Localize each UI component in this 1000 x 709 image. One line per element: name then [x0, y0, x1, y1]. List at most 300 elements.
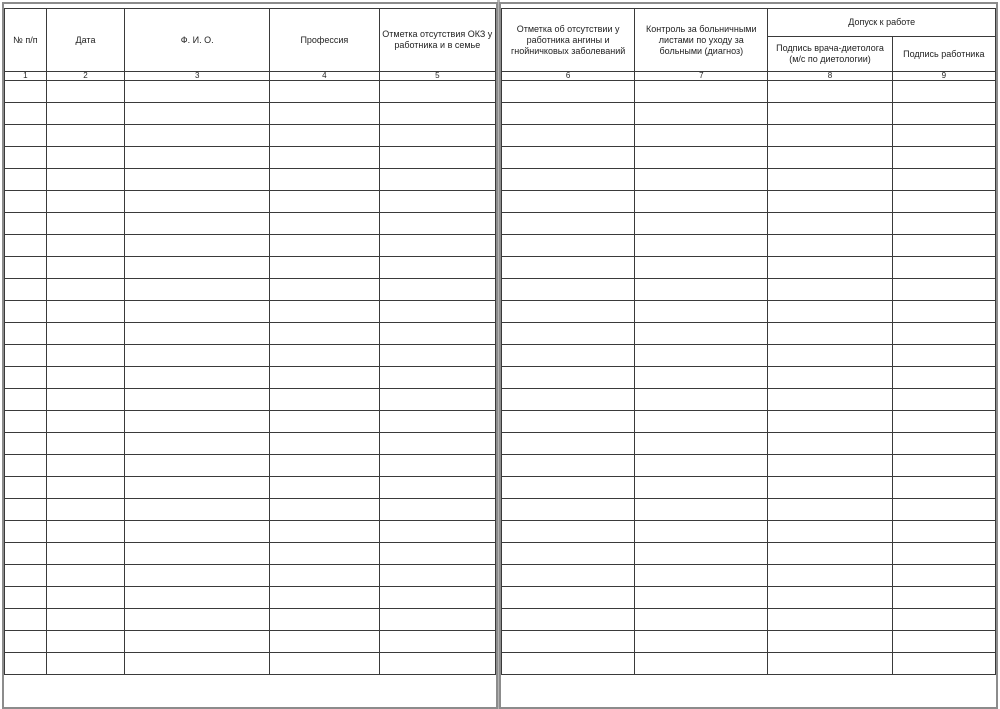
- right-table-row: [502, 147, 996, 169]
- left-table-cell: [46, 147, 125, 169]
- column-number-7: 7: [635, 72, 768, 81]
- right-table-row: [502, 477, 996, 499]
- left-table-cell: [46, 609, 125, 631]
- left-table-row: [5, 367, 496, 389]
- right-table-cell: [502, 125, 635, 147]
- right-table-row: [502, 103, 996, 125]
- right-table-row: [502, 235, 996, 257]
- header-date: Дата: [46, 9, 125, 72]
- header-work-admission: Допуск к работе: [768, 9, 996, 37]
- right-table-cell: [768, 587, 892, 609]
- left-table-row: [5, 455, 496, 477]
- left-table-cell: [125, 499, 270, 521]
- column-number-3: 3: [125, 72, 270, 81]
- left-table-cell: [379, 213, 495, 235]
- right-table-cell: [892, 103, 995, 125]
- right-table-cell: [502, 257, 635, 279]
- right-table-cell: [635, 323, 768, 345]
- left-table-cell: [5, 367, 47, 389]
- left-table-cell: [125, 565, 270, 587]
- right-table-cell: [502, 609, 635, 631]
- right-table-cell: [502, 301, 635, 323]
- right-table-cell: [768, 147, 892, 169]
- column-number-4: 4: [270, 72, 379, 81]
- left-table-cell: [46, 213, 125, 235]
- left-table-cell: [379, 81, 495, 103]
- right-table-cell: [635, 345, 768, 367]
- right-table-cell: [635, 411, 768, 433]
- left-table-cell: [125, 345, 270, 367]
- left-table-cell: [46, 587, 125, 609]
- left-table-cell: [5, 323, 47, 345]
- right-table-row: [502, 169, 996, 191]
- right-table-cell: [768, 411, 892, 433]
- right-table-cell: [892, 609, 995, 631]
- right-table-cell: [892, 81, 995, 103]
- left-table-cell: [5, 125, 47, 147]
- left-table-cell: [125, 323, 270, 345]
- left-table-cell: [379, 477, 495, 499]
- left-table-cell: [125, 147, 270, 169]
- left-table-cell: [270, 609, 379, 631]
- right-table-cell: [635, 653, 768, 675]
- right-table-cell: [768, 323, 892, 345]
- left-table-cell: [46, 345, 125, 367]
- left-table-cell: [270, 125, 379, 147]
- left-table-cell: [46, 631, 125, 653]
- left-table-row: [5, 169, 496, 191]
- left-table-cell: [270, 455, 379, 477]
- left-table-cell: [46, 191, 125, 213]
- right-table-cell: [768, 609, 892, 631]
- left-table-cell: [125, 191, 270, 213]
- left-table-cell: [379, 389, 495, 411]
- right-table-cell: [768, 301, 892, 323]
- right-table-cell: [502, 147, 635, 169]
- right-table-cell: [892, 213, 995, 235]
- right-table-cell: [892, 279, 995, 301]
- left-table-row: [5, 543, 496, 565]
- right-table-cell: [635, 521, 768, 543]
- right-table-cell: [502, 367, 635, 389]
- left-table-cell: [270, 323, 379, 345]
- left-table-cell: [5, 455, 47, 477]
- right-table-cell: [768, 213, 892, 235]
- left-table-cell: [379, 235, 495, 257]
- right-table-cell: [892, 543, 995, 565]
- left-table-cell: [46, 521, 125, 543]
- right-table-cell: [768, 499, 892, 521]
- right-table-row: [502, 389, 996, 411]
- left-table-cell: [125, 81, 270, 103]
- right-table-cell: [768, 125, 892, 147]
- column-number-2: 2: [46, 72, 125, 81]
- left-table-cell: [125, 477, 270, 499]
- left-table-cell: [270, 389, 379, 411]
- left-table-cell: [125, 433, 270, 455]
- left-table-row: [5, 477, 496, 499]
- right-table-cell: [768, 345, 892, 367]
- left-table-cell: [379, 587, 495, 609]
- left-table-cell: [5, 411, 47, 433]
- column-number-5: 5: [379, 72, 495, 81]
- right-table-row: [502, 653, 996, 675]
- right-table-cell: [635, 367, 768, 389]
- right-table-cell: [502, 587, 635, 609]
- right-table-cell: [635, 257, 768, 279]
- left-table-row: [5, 411, 496, 433]
- right-table-row: [502, 609, 996, 631]
- left-table-cell: [125, 543, 270, 565]
- right-table-row: [502, 433, 996, 455]
- left-table-cell: [125, 455, 270, 477]
- right-table-cell: [768, 521, 892, 543]
- left-table-cell: [379, 433, 495, 455]
- right-table-cell: [502, 279, 635, 301]
- right-table-cell: [635, 565, 768, 587]
- left-table-cell: [270, 587, 379, 609]
- right-table-cell: [635, 169, 768, 191]
- left-table-cell: [270, 653, 379, 675]
- right-table-cell: [892, 367, 995, 389]
- left-table-cell: [125, 257, 270, 279]
- header-dietitian-signature: Подпись врача-диетолога (м/с по диетологии): [768, 37, 892, 72]
- left-table-cell: [125, 521, 270, 543]
- right-table-cell: [768, 191, 892, 213]
- left-table-cell: [270, 257, 379, 279]
- right-table-cell: [502, 411, 635, 433]
- left-table-cell: [125, 587, 270, 609]
- left-table-cell: [5, 235, 47, 257]
- right-table-row: [502, 345, 996, 367]
- left-table-cell: [46, 411, 125, 433]
- column-number-6: 6: [502, 72, 635, 81]
- right-table-cell: [635, 389, 768, 411]
- right-table-cell: [635, 235, 768, 257]
- left-table-cell: [5, 81, 47, 103]
- left-table-cell: [46, 279, 125, 301]
- left-table-row: [5, 587, 496, 609]
- left-table-cell: [379, 103, 495, 125]
- left-table-cell: [270, 411, 379, 433]
- left-table-cell: [5, 653, 47, 675]
- left-table-row: [5, 279, 496, 301]
- left-table-row: [5, 213, 496, 235]
- right-table-cell: [892, 433, 995, 455]
- left-table-cell: [5, 213, 47, 235]
- left-table-cell: [270, 631, 379, 653]
- left-table-cell: [46, 323, 125, 345]
- right-table-cell: [892, 345, 995, 367]
- left-table-cell: [46, 169, 125, 191]
- left-table-cell: [270, 543, 379, 565]
- right-table-cell: [502, 191, 635, 213]
- left-table-cell: [125, 631, 270, 653]
- left-table-cell: [5, 279, 47, 301]
- left-table-cell: [270, 367, 379, 389]
- left-table-cell: [46, 543, 125, 565]
- left-table-cell: [46, 499, 125, 521]
- left-table-cell: [379, 609, 495, 631]
- right-table-cell: [502, 345, 635, 367]
- right-table-cell: [892, 411, 995, 433]
- left-table-row: [5, 103, 496, 125]
- right-table-cell: [502, 499, 635, 521]
- left-table-row: [5, 631, 496, 653]
- right-table-cell: [768, 279, 892, 301]
- right-table-cell: [768, 631, 892, 653]
- left-table-cell: [379, 279, 495, 301]
- left-table-cell: [379, 191, 495, 213]
- left-table-row: [5, 609, 496, 631]
- left-table-cell: [270, 521, 379, 543]
- right-table-cell: [892, 257, 995, 279]
- right-table-cell: [502, 433, 635, 455]
- right-table-cell: [768, 389, 892, 411]
- left-table-cell: [5, 103, 47, 125]
- right-table-cell: [892, 631, 995, 653]
- right-table-cell: [892, 125, 995, 147]
- left-table-cell: [379, 345, 495, 367]
- right-table-cell: [635, 147, 768, 169]
- left-table-cell: [46, 125, 125, 147]
- header-worker-signature: Подпись работника: [892, 37, 995, 72]
- right-table-row: [502, 301, 996, 323]
- left-table-cell: [379, 125, 495, 147]
- left-table-cell: [270, 147, 379, 169]
- header-row-number: № п/п: [5, 9, 47, 72]
- left-table-row: [5, 521, 496, 543]
- left-table-cell: [270, 565, 379, 587]
- right-table-cell: [635, 631, 768, 653]
- column-number-8: 8: [768, 72, 892, 81]
- right-table-cell: [502, 653, 635, 675]
- left-table-cell: [46, 301, 125, 323]
- right-table-row: [502, 323, 996, 345]
- left-table-cell: [379, 631, 495, 653]
- left-table-cell: [270, 279, 379, 301]
- left-table-cell: [270, 499, 379, 521]
- right-table-cell: [502, 81, 635, 103]
- left-table-cell: [46, 103, 125, 125]
- right-table-row: [502, 631, 996, 653]
- left-table-cell: [379, 301, 495, 323]
- left-table-cell: [270, 191, 379, 213]
- left-table-cell: [5, 169, 47, 191]
- right-table-cell: [635, 499, 768, 521]
- left-table-cell: [379, 257, 495, 279]
- left-table-cell: [46, 389, 125, 411]
- right-table-cell: [502, 477, 635, 499]
- left-table-row: [5, 499, 496, 521]
- right-table-cell: [768, 367, 892, 389]
- left-table-cell: [125, 213, 270, 235]
- journal-right-page: [499, 2, 998, 709]
- left-table-row: [5, 81, 496, 103]
- left-table-cell: [46, 455, 125, 477]
- left-table-row: [5, 565, 496, 587]
- right-table-cell: [635, 213, 768, 235]
- right-table-cell: [768, 433, 892, 455]
- right-table-row: [502, 367, 996, 389]
- right-table-cell: [892, 455, 995, 477]
- left-table-row: [5, 345, 496, 367]
- right-table-cell: [635, 587, 768, 609]
- right-table-cell: [502, 631, 635, 653]
- left-table-cell: [125, 125, 270, 147]
- left-table-cell: [379, 653, 495, 675]
- right-table-row: [502, 587, 996, 609]
- right-table-row: [502, 521, 996, 543]
- right-table-cell: [892, 235, 995, 257]
- left-table-cell: [379, 323, 495, 345]
- header-full-name: Ф. И. О.: [125, 9, 270, 72]
- left-table-cell: [46, 257, 125, 279]
- left-table-cell: [5, 301, 47, 323]
- left-table-cell: [5, 631, 47, 653]
- left-table-cell: [46, 433, 125, 455]
- left-table-row: [5, 301, 496, 323]
- right-table-row: [502, 257, 996, 279]
- journal-left-page: [2, 2, 498, 709]
- right-table-cell: [635, 477, 768, 499]
- right-table-cell: [635, 433, 768, 455]
- right-table-cell: [768, 81, 892, 103]
- right-table-cell: [635, 543, 768, 565]
- right-table-row: [502, 455, 996, 477]
- header-profession: Профессия: [270, 9, 379, 72]
- left-table-cell: [125, 235, 270, 257]
- right-table-cell: [892, 301, 995, 323]
- right-table-cell: [502, 103, 635, 125]
- right-table-cell: [892, 499, 995, 521]
- left-table-cell: [379, 367, 495, 389]
- left-table-row: [5, 433, 496, 455]
- right-table-row: [502, 213, 996, 235]
- left-table-cell: [5, 587, 47, 609]
- right-table-row: [502, 411, 996, 433]
- right-table-cell: [892, 147, 995, 169]
- right-table-row: [502, 81, 996, 103]
- right-table-cell: [892, 587, 995, 609]
- right-table-cell: [635, 455, 768, 477]
- right-table-cell: [502, 235, 635, 257]
- left-table-cell: [270, 213, 379, 235]
- right-table-cell: [892, 323, 995, 345]
- left-table-cell: [5, 433, 47, 455]
- left-table-cell: [270, 433, 379, 455]
- left-table-cell: [5, 565, 47, 587]
- left-table-cell: [5, 543, 47, 565]
- left-table-cell: [46, 477, 125, 499]
- left-table-row: [5, 147, 496, 169]
- left-table-row: [5, 235, 496, 257]
- left-table-cell: [379, 565, 495, 587]
- right-table-cell: [502, 565, 635, 587]
- left-table-cell: [5, 521, 47, 543]
- right-table-cell: [635, 301, 768, 323]
- right-table-cell: [502, 213, 635, 235]
- left-table-cell: [379, 455, 495, 477]
- left-table-cell: [5, 257, 47, 279]
- right-table-cell: [502, 389, 635, 411]
- left-table-cell: [46, 235, 125, 257]
- column-number-9: 9: [892, 72, 995, 81]
- left-table-cell: [125, 411, 270, 433]
- right-table-cell: [635, 81, 768, 103]
- left-table-cell: [270, 169, 379, 191]
- right-table-cell: [768, 169, 892, 191]
- left-table-cell: [125, 301, 270, 323]
- left-table-cell: [270, 345, 379, 367]
- right-table-cell: [635, 279, 768, 301]
- left-table-cell: [5, 191, 47, 213]
- left-table-cell: [5, 345, 47, 367]
- right-table-cell: [635, 103, 768, 125]
- left-table-row: [5, 191, 496, 213]
- left-table-cell: [125, 609, 270, 631]
- left-table-cell: [379, 147, 495, 169]
- left-table-cell: [379, 169, 495, 191]
- left-table-cell: [125, 279, 270, 301]
- left-table-cell: [379, 521, 495, 543]
- left-table-cell: [5, 499, 47, 521]
- right-table-cell: [635, 609, 768, 631]
- left-table-cell: [270, 235, 379, 257]
- right-table-cell: [892, 389, 995, 411]
- right-table-cell: [502, 323, 635, 345]
- right-table-cell: [502, 169, 635, 191]
- right-table-cell: [502, 521, 635, 543]
- left-table-row: [5, 125, 496, 147]
- left-table-cell: [46, 81, 125, 103]
- right-table-cell: [768, 103, 892, 125]
- left-table-cell: [379, 411, 495, 433]
- left-table-cell: [125, 653, 270, 675]
- left-journal-table: [4, 8, 496, 675]
- left-table-cell: [125, 103, 270, 125]
- header-okz-absence: Отметка отсутствия ОКЗ у работника и в семье: [379, 9, 495, 72]
- right-table-cell: [502, 543, 635, 565]
- right-table-cell: [768, 455, 892, 477]
- left-table-row: [5, 323, 496, 345]
- left-table-cell: [46, 565, 125, 587]
- right-table-row: [502, 565, 996, 587]
- left-table-cell: [5, 477, 47, 499]
- left-table-cell: [270, 103, 379, 125]
- right-table-row: [502, 543, 996, 565]
- left-table-cell: [379, 543, 495, 565]
- right-table-cell: [892, 565, 995, 587]
- left-table-cell: [125, 389, 270, 411]
- left-table-cell: [46, 653, 125, 675]
- left-table-row: [5, 653, 496, 675]
- right-table-cell: [892, 191, 995, 213]
- right-table-cell: [768, 257, 892, 279]
- right-table-cell: [768, 477, 892, 499]
- right-table-cell: [635, 125, 768, 147]
- left-table-cell: [46, 367, 125, 389]
- right-table-cell: [892, 169, 995, 191]
- right-table-cell: [892, 653, 995, 675]
- header-sick-leave-control: Контроль за больничными листами по уходу за больными (диагноз): [635, 9, 768, 72]
- right-table-row: [502, 499, 996, 521]
- header-angina-absence: Отметка об отсутствии у работника ангины и гнойничковых заболеваний: [502, 9, 635, 72]
- right-table-row: [502, 279, 996, 301]
- left-table-cell: [125, 367, 270, 389]
- right-table-cell: [502, 455, 635, 477]
- right-table-cell: [768, 235, 892, 257]
